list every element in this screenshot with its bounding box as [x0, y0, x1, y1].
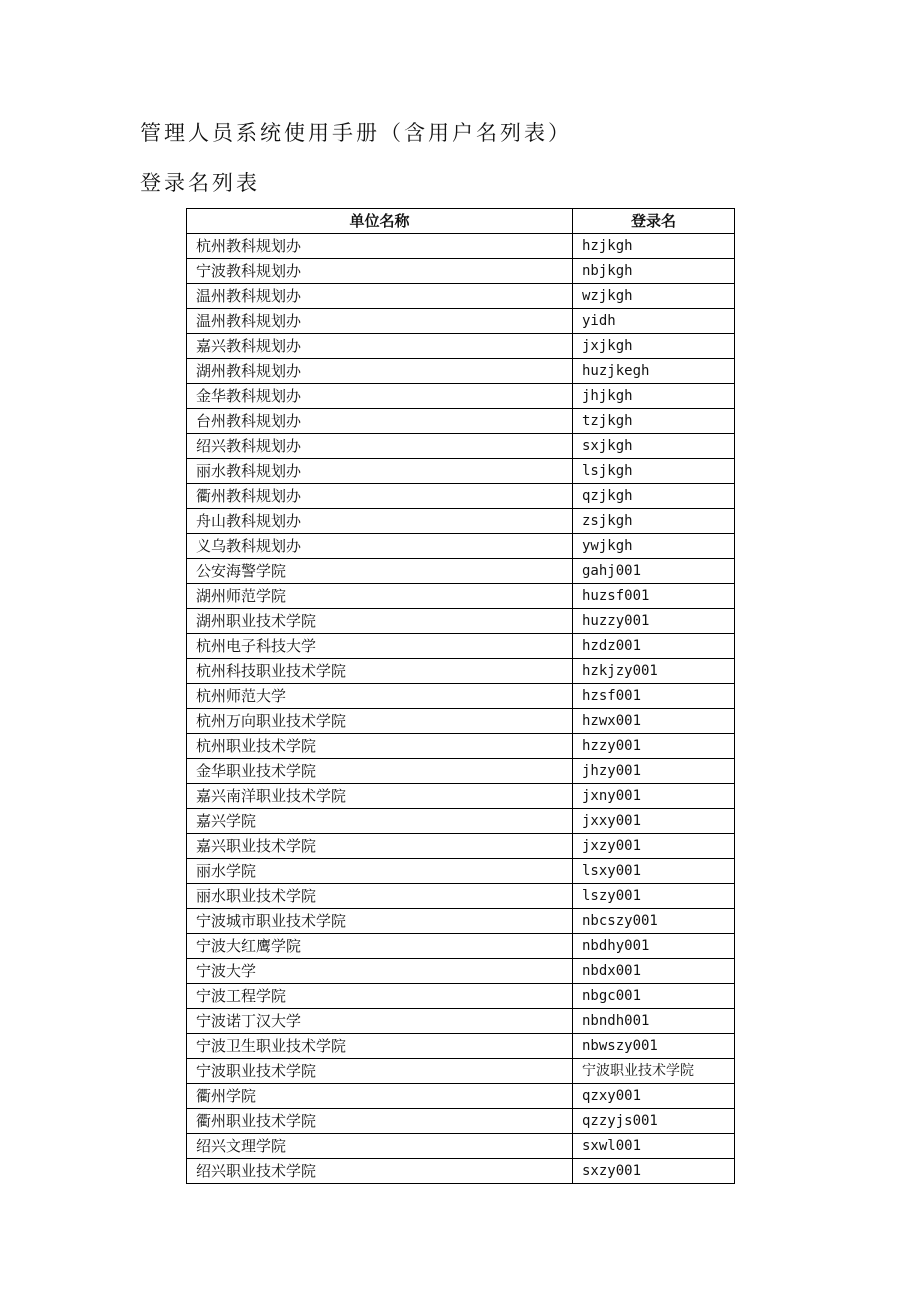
- login-name-cell: huzsf001: [573, 584, 735, 609]
- login-name-cell: hzsf001: [573, 684, 735, 709]
- table-row: [187, 1009, 735, 1034]
- unit-name-cell: 丽水教科规划办: [187, 459, 573, 484]
- login-name-cell: qzxy001: [573, 1084, 735, 1109]
- table-row: [187, 1159, 735, 1184]
- unit-name-cell: 杭州万向职业技术学院: [187, 709, 573, 734]
- unit-name-cell: 丽水学院: [187, 859, 573, 884]
- table-row: [187, 359, 735, 384]
- login-name-cell: tzjkgh: [573, 409, 735, 434]
- unit-name-cell: 衢州学院: [187, 1084, 573, 1109]
- login-name-cell: qzjkgh: [573, 484, 735, 509]
- unit-name-cell: 丽水职业技术学院: [187, 884, 573, 909]
- login-name-cell: huzzy001: [573, 609, 735, 634]
- login-name-cell: jhzy001: [573, 759, 735, 784]
- table-row: [187, 684, 735, 709]
- unit-name-cell: 舟山教科规划办: [187, 509, 573, 534]
- table-row: [187, 509, 735, 534]
- table-row: [187, 584, 735, 609]
- table-row: [187, 709, 735, 734]
- table-row: [187, 1134, 735, 1159]
- unit-name-cell: 温州教科规划办: [187, 284, 573, 309]
- table-row: [187, 984, 735, 1009]
- unit-name-cell: 绍兴文理学院: [187, 1134, 573, 1159]
- unit-name-cell: 宁波大红鹰学院: [187, 934, 573, 959]
- table-row: [187, 1059, 735, 1084]
- login-name-cell: nbdx001: [573, 959, 735, 984]
- login-name-cell: 宁波职业技术学院: [573, 1059, 735, 1084]
- login-name-cell: wzjkgh: [573, 284, 735, 309]
- unit-name-cell: 宁波工程学院: [187, 984, 573, 1009]
- login-name-cell: hzjkgh: [573, 234, 735, 259]
- table-header-row: [187, 209, 735, 234]
- unit-name-cell: 金华教科规划办: [187, 384, 573, 409]
- login-name-cell: hzwx001: [573, 709, 735, 734]
- unit-name-cell: 嘉兴教科规划办: [187, 334, 573, 359]
- table-row: [187, 859, 735, 884]
- login-name-cell: nbwszy001: [573, 1034, 735, 1059]
- unit-name-cell: 湖州教科规划办: [187, 359, 573, 384]
- login-name-cell: nbjkgh: [573, 259, 735, 284]
- unit-name-cell: 宁波城市职业技术学院: [187, 909, 573, 934]
- table-row: [187, 659, 735, 684]
- column-header-unit-name: 单位名称: [187, 209, 573, 234]
- table-row: [187, 409, 735, 434]
- table-row: [187, 559, 735, 584]
- unit-name-cell: 衢州教科规划办: [187, 484, 573, 509]
- unit-name-cell: 绍兴职业技术学院: [187, 1159, 573, 1184]
- login-name-cell: jxxy001: [573, 809, 735, 834]
- unit-name-cell: 嘉兴南洋职业技术学院: [187, 784, 573, 809]
- unit-name-cell: 义乌教科规划办: [187, 534, 573, 559]
- table-row: [187, 609, 735, 634]
- unit-name-cell: 杭州职业技术学院: [187, 734, 573, 759]
- unit-name-cell: 金华职业技术学院: [187, 759, 573, 784]
- login-name-cell: jxjkgh: [573, 334, 735, 359]
- table-row: [187, 834, 735, 859]
- table-row: [187, 284, 735, 309]
- login-name-cell: sxzy001: [573, 1159, 735, 1184]
- unit-name-cell: 宁波职业技术学院: [187, 1059, 573, 1084]
- login-name-cell: lsxy001: [573, 859, 735, 884]
- table-row: [187, 384, 735, 409]
- unit-name-cell: 宁波诺丁汉大学: [187, 1009, 573, 1034]
- document-title: 管理人员系统使用手册（含用户名列表）: [140, 121, 572, 145]
- unit-name-cell: 宁波大学: [187, 959, 573, 984]
- login-name-cell: nbndh001: [573, 1009, 735, 1034]
- login-name-table: [186, 208, 735, 1184]
- login-name-cell: zsjkgh: [573, 509, 735, 534]
- unit-name-cell: 衢州职业技术学院: [187, 1109, 573, 1134]
- unit-name-cell: 温州教科规划办: [187, 309, 573, 334]
- unit-name-cell: 杭州师范大学: [187, 684, 573, 709]
- table-row: [187, 234, 735, 259]
- login-name-cell: sxjkgh: [573, 434, 735, 459]
- unit-name-cell: 宁波卫生职业技术学院: [187, 1034, 573, 1059]
- table-row: [187, 1084, 735, 1109]
- table-row: [187, 534, 735, 559]
- login-name-cell: ywjkgh: [573, 534, 735, 559]
- table-row: [187, 734, 735, 759]
- login-name-cell: nbcszy001: [573, 909, 735, 934]
- table-row: [187, 1034, 735, 1059]
- login-name-cell: jxzy001: [573, 834, 735, 859]
- unit-name-cell: 嘉兴职业技术学院: [187, 834, 573, 859]
- login-name-cell: nbgc001: [573, 984, 735, 1009]
- unit-name-cell: 湖州师范学院: [187, 584, 573, 609]
- table-row: [187, 309, 735, 334]
- table-row: [187, 759, 735, 784]
- login-name-cell: lszy001: [573, 884, 735, 909]
- unit-name-cell: 杭州教科规划办: [187, 234, 573, 259]
- table-row: [187, 809, 735, 834]
- login-name-cell: qzzyjs001: [573, 1109, 735, 1134]
- table-row: [187, 934, 735, 959]
- table-row: [187, 434, 735, 459]
- login-name-cell: hzdz001: [573, 634, 735, 659]
- unit-name-cell: 杭州电子科技大学: [187, 634, 573, 659]
- table-row: [187, 459, 735, 484]
- table-row: [187, 884, 735, 909]
- table-body: [187, 234, 735, 1184]
- table-row: [187, 784, 735, 809]
- table-row: [187, 334, 735, 359]
- column-header-login-name: 登录名: [573, 209, 735, 234]
- table-row: [187, 909, 735, 934]
- login-name-cell: hzzy001: [573, 734, 735, 759]
- login-name-cell: nbdhy001: [573, 934, 735, 959]
- unit-name-cell: 杭州科技职业技术学院: [187, 659, 573, 684]
- unit-name-cell: 湖州职业技术学院: [187, 609, 573, 634]
- login-name-cell: huzjkegh: [573, 359, 735, 384]
- unit-name-cell: 公安海警学院: [187, 559, 573, 584]
- unit-name-cell: 宁波教科规划办: [187, 259, 573, 284]
- table-row: [187, 484, 735, 509]
- login-name-cell: gahj001: [573, 559, 735, 584]
- table-row: [187, 259, 735, 284]
- table-row: [187, 1109, 735, 1134]
- table-row: [187, 634, 735, 659]
- login-name-cell: hzkjzy001: [573, 659, 735, 684]
- section-title: 登录名列表: [140, 171, 260, 195]
- unit-name-cell: 嘉兴学院: [187, 809, 573, 834]
- login-name-cell: sxwl001: [573, 1134, 735, 1159]
- table-row: [187, 959, 735, 984]
- login-name-cell: yidh: [573, 309, 735, 334]
- login-name-cell: jxny001: [573, 784, 735, 809]
- login-name-cell: jhjkgh: [573, 384, 735, 409]
- unit-name-cell: 绍兴教科规划办: [187, 434, 573, 459]
- unit-name-cell: 台州教科规划办: [187, 409, 573, 434]
- login-name-cell: lsjkgh: [573, 459, 735, 484]
